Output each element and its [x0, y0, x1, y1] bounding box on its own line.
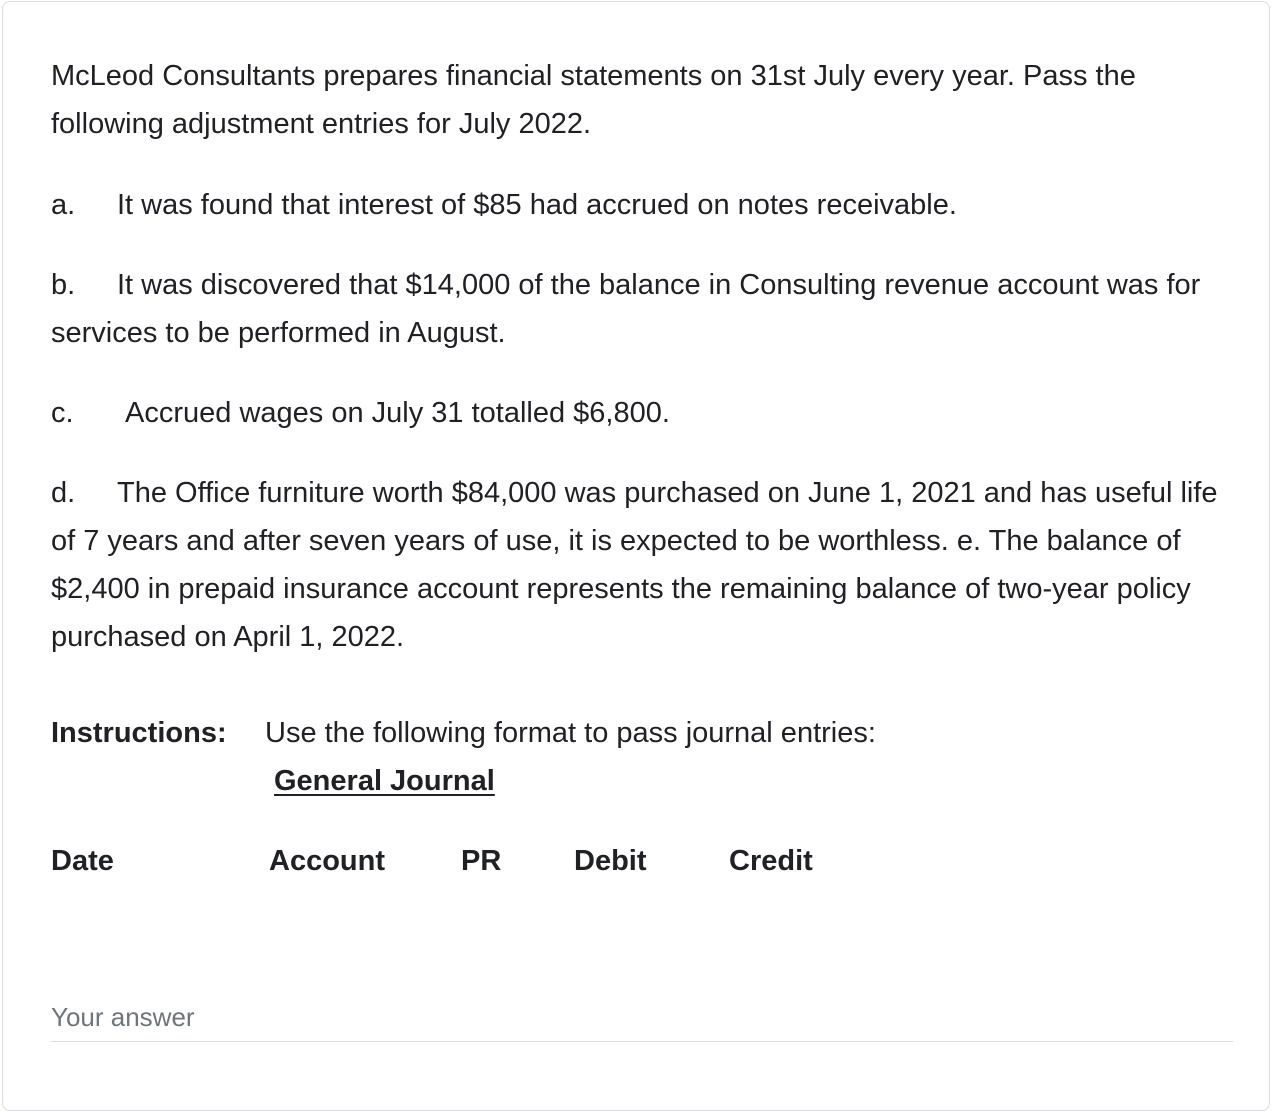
- journal-title: General Journal: [274, 765, 495, 797]
- answer-input[interactable]: [51, 994, 1233, 1042]
- question-card: [2, 1, 1270, 1111]
- instructions-text: Use the following format to pass journal entries:: [265, 717, 876, 749]
- item-marker: a.: [51, 189, 76, 221]
- column-header-debit: Debit: [574, 845, 647, 877]
- adjustment-item-a: [51, 181, 1221, 229]
- instructions: [51, 709, 1211, 757]
- column-header-account: Account: [269, 845, 385, 877]
- column-header-credit: Credit: [729, 845, 813, 877]
- question-intro: McLeod Consultants prepares financial statements on 31st July every year. Pass the following adjustment entries for July 2022.: [51, 60, 1136, 140]
- item-text: It was discovered that $14,000 of the balance in Consulting revenue account was for services to be performed in August.: [51, 269, 1201, 349]
- item-text: It was found that interest of $85 had accrued on notes receivable.: [117, 189, 957, 221]
- column-header-pr: PR: [461, 845, 502, 877]
- item-marker: c.: [51, 397, 74, 429]
- instructions-label: Instructions:: [51, 717, 227, 749]
- adjustment-item-d: [51, 469, 1221, 661]
- item-marker: d.: [51, 477, 76, 509]
- adjustment-item-c: [51, 389, 1221, 437]
- item-text: Accrued wages on July 31 totalled $6,800.: [125, 397, 670, 429]
- adjustment-item-b: [51, 261, 1221, 357]
- column-header-date: Date: [51, 845, 114, 877]
- item-text: The Office furniture worth $84,000 was purchased on June 1, 2021 and has useful life of 7 years and after seven years of use, it is expected to be worthless. e. The balance of $2,400 in prepaid insurance account represents the remaining balance of two-year policy purchased on April 1, 2022.: [51, 477, 1218, 653]
- item-marker: b.: [51, 269, 76, 301]
